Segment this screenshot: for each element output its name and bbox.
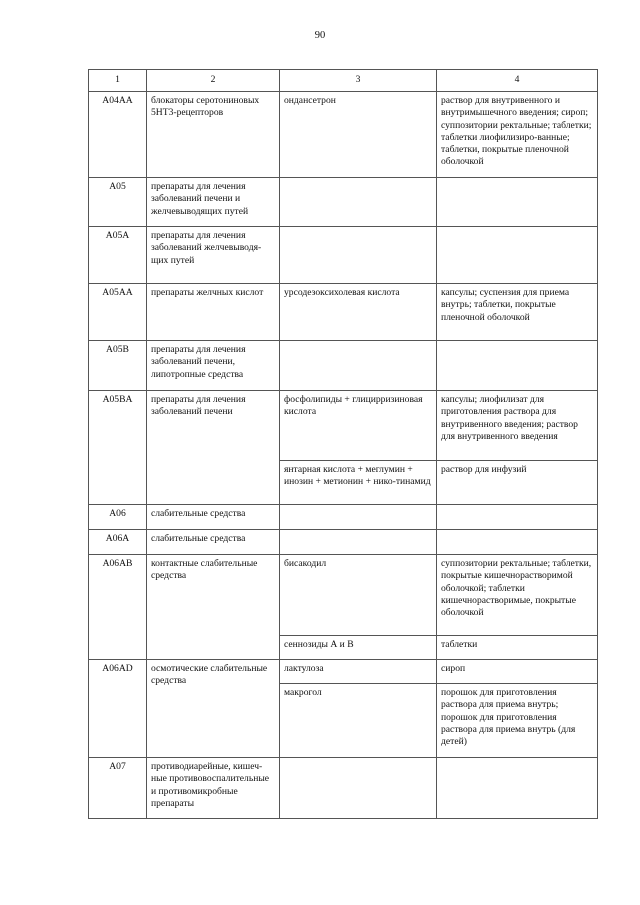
drug-name-cell xyxy=(280,341,437,391)
dosage-form-cell: сироп xyxy=(437,660,598,684)
group-name-cell: препараты для лечения заболеваний печени и желчевыводящих путей xyxy=(147,178,280,227)
atc-code-cell: A06AB xyxy=(89,555,147,660)
dosage-form-cell xyxy=(437,530,598,555)
header-cell: 2 xyxy=(147,70,280,92)
table-row xyxy=(89,555,598,636)
dosage-form-cell: суппозитории ректальные; таблетки, покрытые кишечнорастворимой оболочкой; таблетки кишечнорастворимые, покрытые оболочкой xyxy=(437,555,598,636)
drug-name-cell: фосфолипиды + глицирризиновая кислота xyxy=(280,391,437,461)
table-row xyxy=(89,391,598,461)
atc-code-cell: A05 xyxy=(89,178,147,227)
drug-table xyxy=(88,69,598,819)
dosage-form-cell: раствор для внутривенного и внутримышечного введения; сироп; суппозитории ректальные; таблетки; таблетки лиофилизиро-ванные; таблетки, покрытые пленочной оболочкой xyxy=(437,92,598,178)
table-row xyxy=(89,660,598,684)
drug-name-cell: лактулоза xyxy=(280,660,437,684)
dosage-form-cell xyxy=(437,341,598,391)
table-row xyxy=(89,92,598,178)
header-cell: 4 xyxy=(437,70,598,92)
group-name-cell: препараты для лечения заболеваний желчевыводя-щих путей xyxy=(147,227,280,284)
group-name-cell: препараты для лечения заболеваний печени xyxy=(147,391,280,505)
atc-code-cell: A05A xyxy=(89,227,147,284)
group-name-cell: осмотические слабительные средства xyxy=(147,660,280,758)
dosage-form-cell xyxy=(437,178,598,227)
dosage-form-cell: порошок для приготовления раствора для приема внутрь; порошок для приготовления раствора для приема внутрь (для детей) xyxy=(437,684,598,758)
dosage-form-cell: капсулы; лиофилизат для приготовления раствора для внутривенного введения; раствор для внутривенного введения xyxy=(437,391,598,461)
header-cell: 1 xyxy=(89,70,147,92)
drug-name-cell xyxy=(280,227,437,284)
drug-name-cell xyxy=(280,530,437,555)
group-name-cell: препараты для лечения заболеваний печени, липотропные средства xyxy=(147,341,280,391)
group-name-cell: противодиарейные, кишеч-ные противовоспалительные и противомикробные препараты xyxy=(147,758,280,819)
drug-name-cell: бисакодил xyxy=(280,555,437,636)
dosage-form-cell xyxy=(437,227,598,284)
drug-name-cell xyxy=(280,758,437,819)
header-cell: 3 xyxy=(280,70,437,92)
table-row xyxy=(89,227,598,284)
table-header-row xyxy=(89,70,598,92)
atc-code-cell: A05AA xyxy=(89,284,147,341)
drug-name-cell: сеннозиды А и В xyxy=(280,636,437,660)
atc-code-cell: A06A xyxy=(89,530,147,555)
table-row xyxy=(89,505,598,530)
drug-name-cell: урсодезоксихолевая кислота xyxy=(280,284,437,341)
atc-code-cell: A06AD xyxy=(89,660,147,758)
dosage-form-cell: капсулы; суспензия для приема внутрь; таблетки, покрытые пленочной оболочкой xyxy=(437,284,598,341)
drug-name-cell: макрогол xyxy=(280,684,437,758)
dosage-form-cell xyxy=(437,505,598,530)
atc-code-cell: A05B xyxy=(89,341,147,391)
drug-name-cell: янтарная кислота + меглумин + инозин + метионин + нико-тинамид xyxy=(280,461,437,505)
group-name-cell: контактные слабительные средства xyxy=(147,555,280,660)
dosage-form-cell: таблетки xyxy=(437,636,598,660)
table-row xyxy=(89,284,598,341)
dosage-form-cell: раствор для инфузий xyxy=(437,461,598,505)
group-name-cell: слабительные средства xyxy=(147,505,280,530)
table-row xyxy=(89,758,598,819)
atc-code-cell: A05BA xyxy=(89,391,147,505)
group-name-cell: препараты желчных кислот xyxy=(147,284,280,341)
table-row xyxy=(89,178,598,227)
group-name-cell: блокаторы серотониновых 5НТ3-рецепторов xyxy=(147,92,280,178)
table-row xyxy=(89,530,598,555)
group-name-cell: слабительные средства xyxy=(147,530,280,555)
drug-name-cell: ондансетрон xyxy=(280,92,437,178)
table-row xyxy=(89,341,598,391)
drug-name-cell xyxy=(280,178,437,227)
atc-code-cell: A06 xyxy=(89,505,147,530)
drug-name-cell xyxy=(280,505,437,530)
page-number: 90 xyxy=(314,30,326,41)
atc-code-cell: A07 xyxy=(89,758,147,819)
atc-code-cell: A04AA xyxy=(89,92,147,178)
dosage-form-cell xyxy=(437,758,598,819)
